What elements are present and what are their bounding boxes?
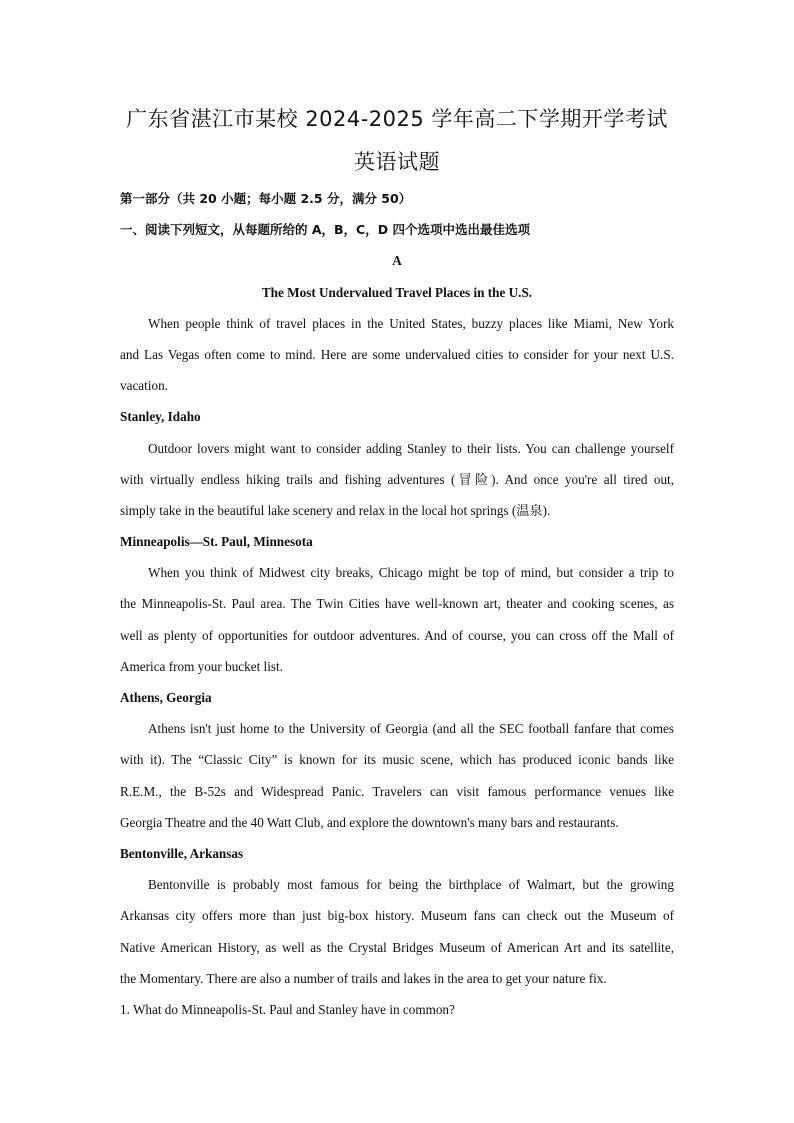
place-text-line: the Minneapolis-St. Paul area. The Twin Cities have well-known art, theater and cooking scenes, as — [120, 596, 674, 612]
question-1: 1. What do Minneapolis-St. Paul and Stanley have in common? — [120, 1001, 455, 1017]
intro-line: and Las Vegas often come to mind. Here are some undervalued cities to consider for your next U.S. — [120, 346, 674, 362]
place-text-line: Georgia Theatre and the 40 Watt Club, and explore the downtown's many bars and restaurants. — [120, 814, 619, 830]
part-heading: 第一部分（共 20 小题；每小题 2.5 分，满分 50） — [120, 191, 412, 206]
reading-instruction: 一、阅读下列短文，从每题所给的 A，B，C，D 四个选项中选出最佳选项 — [120, 222, 530, 238]
place-text-line: R.E.M., the B-52s and Widespread Panic. Travelers can visit famous performance venues like — [120, 783, 674, 799]
place-text-line: the Momentary. There are also a number of trails and lakes in the area to get your nature fix. — [120, 970, 607, 986]
place-text-line: When you think of Midwest city breaks, Chicago might be top of mind, but consider a trip to — [148, 565, 674, 581]
exam-content — [120, 183, 674, 1025]
place-text-line: Native American History, as well as the Crystal Bridges Museum of American Art and its satellite, — [120, 939, 674, 955]
place-text-line: with virtually endless hiking trails and fishing adventures (冒险). And once you're all tired out, — [120, 471, 674, 487]
exam-subject-title: 英语试题 — [354, 150, 440, 174]
passage-label: A — [392, 253, 402, 269]
place-text-line: with it). The “Classic City” is known for its music scene, which has produced iconic bands like — [120, 752, 674, 768]
place-text-line: Athens isn't just home to the University of Georgia (and all the SEC football fanfare that comes — [148, 721, 674, 737]
place-heading-stanley: Stanley, Idaho — [120, 409, 201, 425]
place-text-line: Bentonville is probably most famous for being the birthplace of Walmart, but the growing — [148, 877, 674, 893]
place-heading-athens: Athens, Georgia — [120, 690, 212, 705]
place-text-line: Arkansas city offers more than just big-box history. Museum fans can check out the Museum of — [120, 908, 674, 924]
place-text-line: America from your bucket list. — [120, 658, 283, 674]
place-text-line: well as plenty of opportunities for outdoor adventures. And of course, you can cross off the Mall of — [120, 627, 674, 643]
place-heading-bentonville: Bentonville, Arkansas — [120, 845, 244, 861]
intro-line: vacation. — [120, 378, 168, 394]
place-text-line: simply take in the beautiful lake scenery and relax in the local hot springs (温泉). — [120, 502, 551, 518]
intro-line: When people think of travel places in the United States, buzzy places like Miami, New York — [148, 315, 674, 331]
place-heading-minneapolis: Minneapolis—St. Paul, Minnesota — [120, 534, 313, 550]
passage-title: The Most Undervalued Travel Places in the U.S. — [261, 284, 533, 300]
exam-title: 广东省湛江市某校 2024-2025 学年高二下学期开学考试 — [126, 107, 668, 131]
place-text-line: Outdoor lovers might want to consider adding Stanley to their lists. You can challenge yourself — [148, 440, 674, 456]
